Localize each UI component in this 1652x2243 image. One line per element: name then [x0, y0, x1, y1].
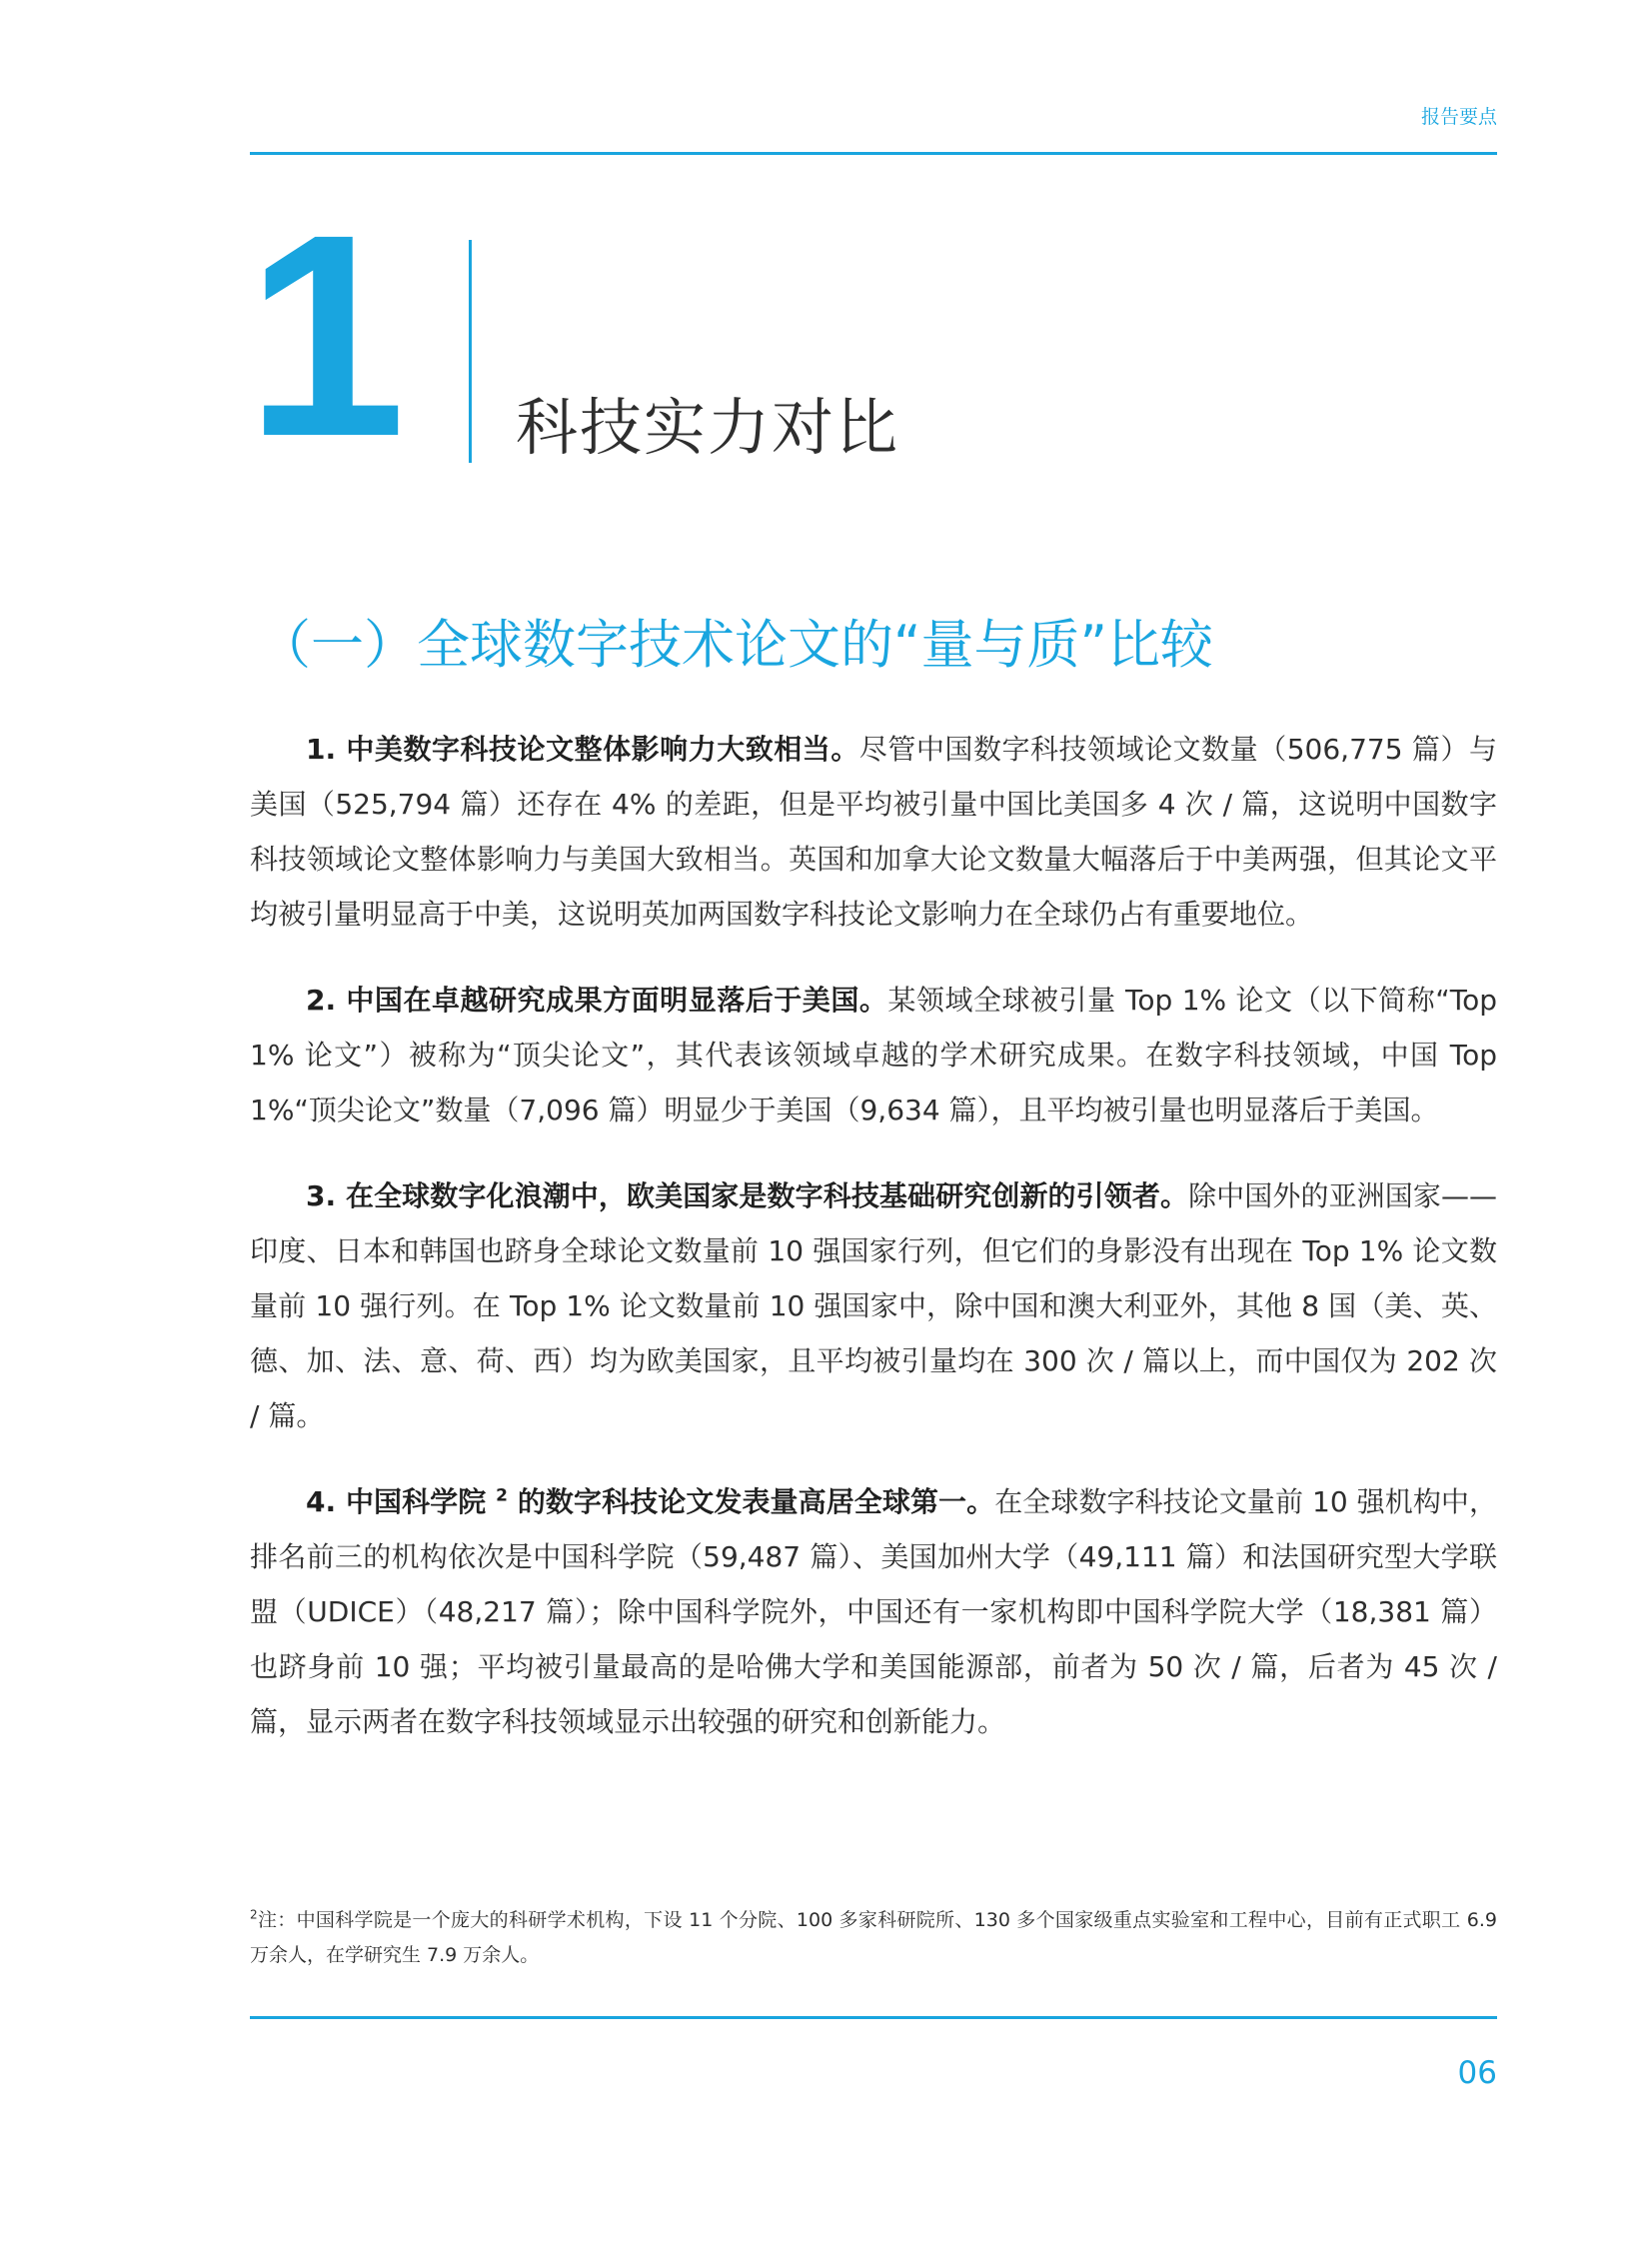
- chapter-vertical-divider: [469, 240, 472, 463]
- paragraph-lead-end: 的数字科技论文发表量高居全球第一。: [508, 1485, 995, 1518]
- footnote-text: 注：中国科学院是一个庞大的科研学术机构，下设 11 个分院、100 多家科研院所、130 多个国家级重点实验室和工程中心，目前有正式职工 6.9 万余人，在学研究生 7.9 万余人。: [250, 1909, 1497, 1966]
- paragraph-lead: [306, 1485, 994, 1518]
- body-text: [250, 722, 1497, 1780]
- running-header: 报告要点: [1420, 106, 1497, 128]
- footnote-reference: 2: [496, 1485, 509, 1506]
- paragraph-body: 除中国外的亚洲国家——印度、日本和韩国也跻身全球论文数量前 10 强国家行列，但它们的身影没有出现在 Top 1% 论文数量前 10 强行列。在 Top 1% 论文数量前 10 强国家中，除中国和澳大利亚外，其他 8 国（美、英、德、加、法、意、荷、西）均为欧美国家，且平均被引量均在 300 次 / 篇以上，而中国仅为 202 次 / 篇。: [250, 1179, 1497, 1432]
- paragraph-lead: 3. 在全球数字化浪潮中，欧美国家是数字科技基础研究创新的引领者。: [306, 1179, 1189, 1212]
- paragraph-lead-start: 4. 中国科学院: [306, 1485, 497, 1518]
- footnote: [250, 1903, 1497, 1973]
- paragraph-1: [250, 722, 1497, 942]
- paragraph-lead: 2. 中国在卓越研究成果方面明显落后于美国。: [306, 984, 888, 1017]
- chapter-title: 科技实力对比: [516, 391, 900, 464]
- paragraph-2: [250, 973, 1497, 1137]
- paragraph-lead: 1. 中美数字科技论文整体影响力大致相当。: [306, 733, 859, 766]
- paragraph-4: [250, 1474, 1497, 1749]
- footer-divider: [250, 2016, 1497, 2019]
- paragraph-3: [250, 1168, 1497, 1443]
- paragraph-body: 某领域全球被引量 Top 1% 论文（以下简称“Top 1% 论文”）被称为“顶尖论文”，其代表该领域卓越的学术研究成果。在数字科技领域，中国 Top 1%“顶尖论文”数量（7,096 篇）明显少于美国（9,634 篇），且平均被引量也明显落后于美国。: [250, 984, 1497, 1126]
- paragraph-body: 尽管中国数字科技领域论文数量（506,775 篇）与美国（525,794 篇）还存在 4% 的差距，但是平均被引量中国比美国多 4 次 / 篇，这说明中国数字科技领域论文整体影响力与美国大致相当。英国和加拿大论文数量大幅落后于中美两强，但其论文平均被引量明显高于中美，这说明英加两国数字科技论文影响力在全球仍占有重要地位。: [250, 733, 1497, 931]
- footnote-marker: 2: [250, 1907, 258, 1922]
- chapter-number: 1: [246, 175, 407, 497]
- header-divider: [250, 152, 1497, 155]
- section-heading: （一）全球数字技术论文的“量与质”比较: [258, 615, 1213, 676]
- page-number: 06: [1457, 2055, 1497, 2091]
- paragraph-body: 在全球数字科技论文量前 10 强机构中，排名前三的机构依次是中国科学院（59,487 篇）、美国加州大学（49,111 篇）和法国研究型大学联盟（UDICE）（48,217 篇）；除中国科学院外，中国还有一家机构即中国科学院大学（18,381 篇）也跻身前 10 强；平均被引量最高的是哈佛大学和美国能源部，前者为 50 次 / 篇，后者为 45 次 / 篇，显示两者在数字科技领域显示出较强的研究和创新能力。: [250, 1485, 1497, 1738]
